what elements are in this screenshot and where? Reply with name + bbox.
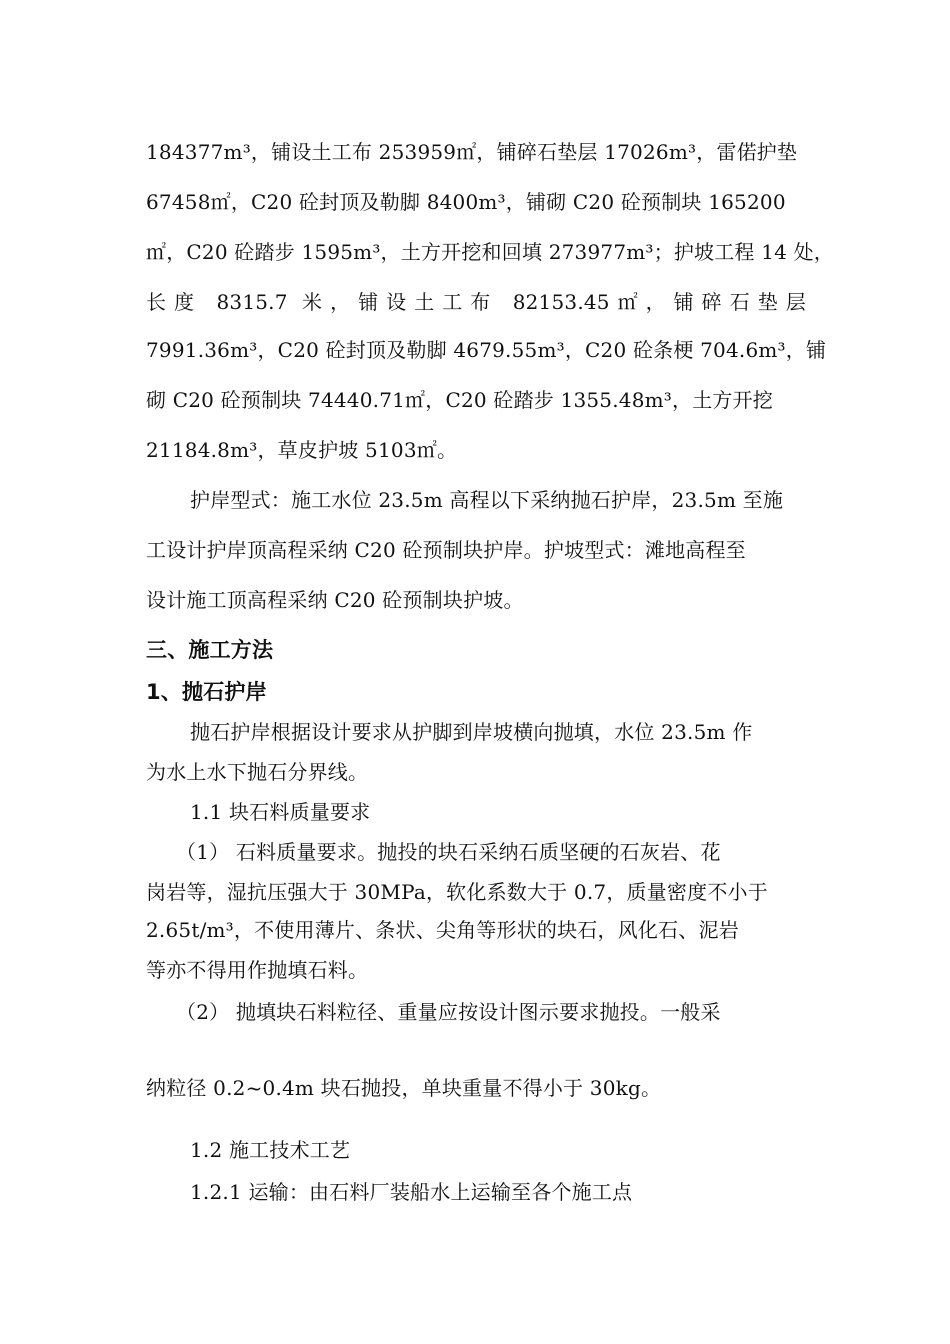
text-line: 砌 C20 砼预制块 74440.71㎡，C20 砼踏步 1355.48m³，土方开挖 [146, 388, 774, 412]
text-line: 工设计护岸顶高程采纳 C20 砼预制块护岸。护坡型式：滩地高程至 [146, 538, 746, 562]
text-line: （2） 抛填块石料粒径、重量应按设计图示要求抛投。一般采 [176, 1000, 721, 1024]
text-line: 2.65t/m³，不使用薄片、条状、尖角等形状的块石，风化石、泥岩 [146, 918, 739, 942]
text-line: ㎡，C20 砼踏步 1595m³，土方开挖和回填 273977m³；护坡工程 14 处， [146, 240, 834, 264]
subheading-line: 1.1 块石料质量要求 [190, 800, 371, 824]
text-line: 21184.8m³，草皮护坡 5103㎡。 [146, 438, 458, 462]
text-line: （1） 石料质量要求。抛投的块石采纳石质坚硬的石灰岩、花 [176, 840, 721, 864]
subheading-line: 1.2 施工技术工艺 [190, 1138, 351, 1162]
section-heading: 三、施工方法 [146, 638, 274, 662]
text-line: 为水上水下抛石分界线。 [146, 760, 369, 784]
text-line: 1.2.1 运输：由石料厂装船水上运输至各个施工点 [190, 1180, 633, 1204]
text-line: 纳粒径 0.2~0.4m 块石抛投，单块重量不得小于 30kg。 [146, 1076, 662, 1100]
text-line: 184377m³，铺设土工布 253959㎡，铺碎石垫层 17026m³，雷偌护垫 [146, 140, 798, 164]
text-line: 长度 8315.7 米，铺设土工布 82153.45㎡，铺碎石垫层 [146, 290, 806, 314]
text-line: 等亦不得用作抛填石料。 [146, 958, 369, 982]
subsection-heading: 1、抛石护岸 [146, 680, 267, 704]
text-line: 67458㎡，C20 砼封顶及勒脚 8400m³，铺砌 C20 砼预制块 165200 [146, 190, 786, 214]
text-line: 岗岩等，湿抗压强大于 30MPa，软化系数大于 0.7，质量密度不小于 [146, 880, 768, 904]
text-line: 抛石护岸根据设计要求从护脚到岸坡横向抛填，水位 23.5m 作 [190, 720, 753, 744]
text-line: 7991.36m³，C20 砼封顶及勒脚 4679.55m³，C20 砼条梗 704.6m³，铺 [146, 338, 827, 362]
text-line: 设计施工顶高程采纳 C20 砼预制块护坡。 [146, 588, 524, 612]
text-line: 护岸型式：施工水位 23.5m 高程以下采纳抛石护岸，23.5m 至施 [190, 488, 784, 512]
